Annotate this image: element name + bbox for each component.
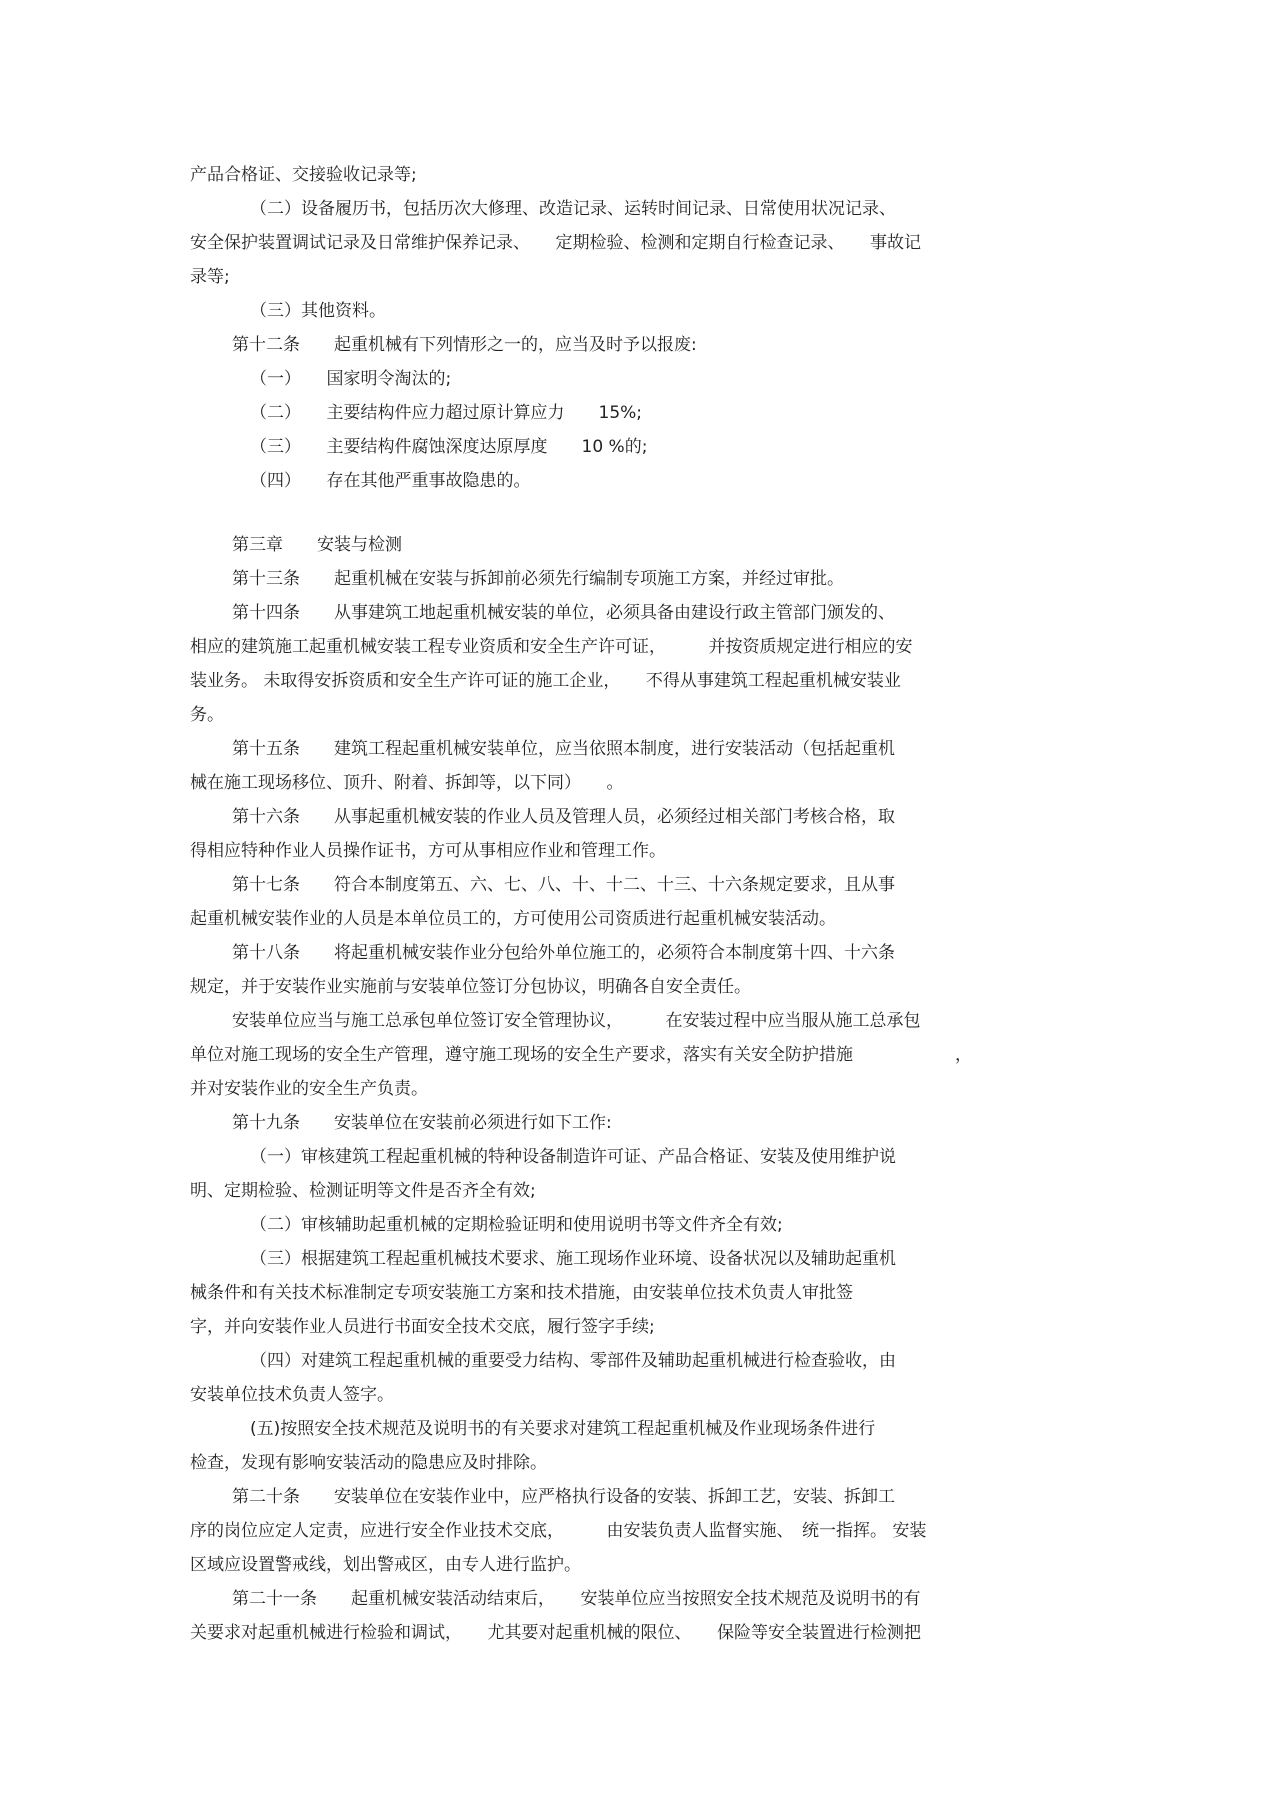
article-heading: 第十五条 建筑工程起重机械安装单位，应当依照本制度，进行安装活动（包括起重机 (232, 739, 895, 759)
text-line: 务。 (190, 705, 224, 725)
text-line: (五)按照安全技术规范及说明书的有关要求对建筑工程起重机械及作业现场条件进行 (250, 1419, 876, 1439)
article-heading: 第十四条 从事建筑工地起重机械安装的单位，必须具备由建设行政主管部门颁发的、 (232, 603, 895, 623)
text-line: （一）审核建筑工程起重机械的特种设备制造许可证、产品合格证、安装及使用维护说 (250, 1147, 896, 1167)
chapter-heading: 第三章 安装与检测 (232, 535, 402, 555)
article-heading: 第十七条 符合本制度第五、六、七、八、十、十二、十三、十六条规定要求，且从事 (232, 875, 895, 895)
text-line: 单位对施工现场的安全生产管理，遵守施工现场的安全生产要求，落实有关安全防护措施 ， (190, 1045, 972, 1065)
text-line: 规定，并于安装作业实施前与安装单位签订分包协议，明确各自安全责任。 (190, 977, 751, 997)
text-line: 明、定期检验、检测证明等文件是否齐全有效; (190, 1181, 536, 1201)
text-line: 录等; (190, 267, 230, 287)
text-line: 械条件和有关技术标准制定专项安装施工方案和技术措施，由安装单位技术负责人审批签 (190, 1283, 853, 1303)
text-line: 关要求对起重机械进行检验和调试， 尤其要对起重机械的限位、 保险等安全装置进行检测把 (190, 1623, 921, 1643)
article-heading: 第十八条 将起重机械安装作业分包给外单位施工的，必须符合本制度第十四、十六条 (232, 943, 895, 963)
article-heading: 第十二条 起重机械有下列情形之一的，应当及时予以报废: (232, 335, 697, 355)
text-line: 械在施工现场移位、顶升、附着、拆卸等，以下同） 。 (190, 773, 624, 793)
text-line: 检查，发现有影响安装活动的隐患应及时排除。 (190, 1453, 547, 1473)
article-heading: 第二十一条 起重机械安装活动结束后， 安装单位应当按照安全技术规范及说明书的有 (232, 1589, 921, 1609)
text-line: 起重机械安装作业的人员是本单位员工的，方可使用公司资质进行起重机械安装活动。 (190, 909, 836, 929)
article-heading: 第十六条 从事起重机械安装的作业人员及管理人员，必须经过相关部门考核合格，取 (232, 807, 895, 827)
text-line: 产品合格证、交接验收记录等; (190, 165, 417, 185)
article-heading: 第十三条 起重机械在安装与拆卸前必须先行编制专项施工方案，并经过审批。 (232, 569, 844, 589)
text-line: 安装单位技术负责人签字。 (190, 1385, 394, 1405)
text-line: （一） 国家明令淘汰的; (250, 369, 452, 389)
text-line: （四）对建筑工程起重机械的重要受力结构、零部件及辅助起重机械进行检查验收，由 (250, 1351, 896, 1371)
text-line: （三）其他资料。 (250, 301, 386, 321)
text-line: （二）审核辅助起重机械的定期检验证明和使用说明书等文件齐全有效; (250, 1215, 783, 1235)
text-line: 得相应特种作业人员操作证书，方可从事相应作业和管理工作。 (190, 841, 666, 861)
text-line: 并对安装作业的安全生产负责。 (190, 1079, 428, 1099)
text-line: 安全保护装置调试记录及日常维护保养记录、 定期检验、检测和定期自行检查记录、 事故记 (190, 233, 921, 253)
text-line: （二） 主要结构件应力超过原计算应力 15%; (250, 403, 643, 423)
text-line: （四） 存在其他严重事故隐患的。 (250, 471, 531, 491)
text-line: 相应的建筑施工起重机械安装工程专业资质和安全生产许可证， 并按资质规定进行相应的安 (190, 637, 913, 657)
text-line: 区域应设置警戒线，划出警戒区，由专人进行监护。 (190, 1555, 581, 1575)
article-heading: 第十九条 安装单位在安装前必须进行如下工作: (232, 1113, 612, 1133)
text-line: （三）根据建筑工程起重机械技术要求、施工现场作业环境、设备状况以及辅助起重机 (250, 1249, 896, 1269)
article-heading: 第二十条 安装单位在安装作业中，应严格执行设备的安装、拆卸工艺，安装、拆卸工 (232, 1487, 895, 1507)
text-line: 安装单位应当与施工总承包单位签订安全管理协议， 在安装过程中应当服从施工总承包 (232, 1011, 921, 1031)
text-line: 装业务。 未取得安拆资质和安全生产许可证的施工企业， 不得从事建筑工程起重机械安装业 (190, 671, 901, 691)
text-line: 字，并向安装作业人员进行书面安全技术交底，履行签字手续; (190, 1317, 655, 1337)
text-line: （三） 主要结构件腐蚀深度达原厚度 10 %的; (250, 437, 648, 457)
text-line: 序的岗位应定人定责，应进行安全作业技术交底， 由安装负责人监督实施、 统一指挥。 安装 (190, 1521, 927, 1541)
text-line: （二）设备履历书，包括历次大修理、改造记录、运转时间记录、日常使用状况记录、 (250, 199, 896, 219)
